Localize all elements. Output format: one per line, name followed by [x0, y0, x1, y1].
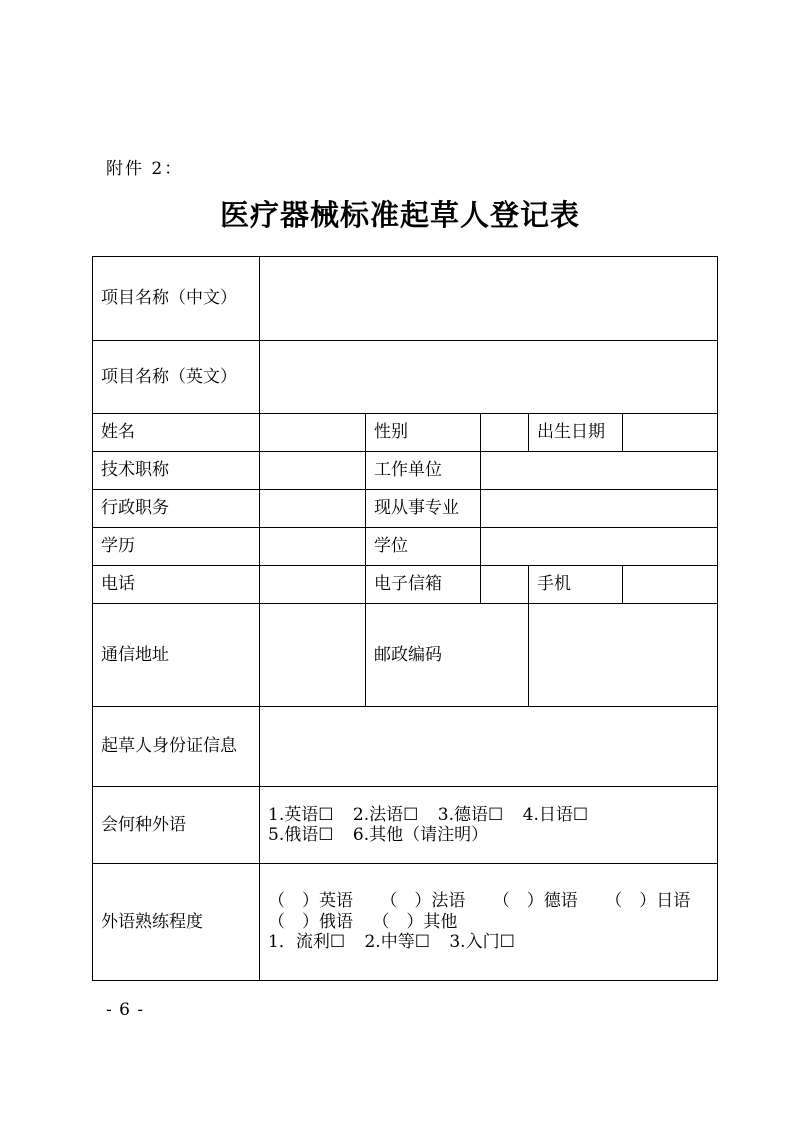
degree-input[interactable] [481, 528, 718, 566]
specialty-label: 现从事专业 [366, 490, 481, 528]
birth-date-input[interactable] [623, 414, 718, 452]
email-label: 电子信箱 [366, 566, 481, 604]
project-name-en-label: 项目名称（英文） [93, 341, 260, 414]
lang-option-russian[interactable]: 5.俄语☐ [268, 825, 334, 845]
row-title-workunit [93, 452, 718, 490]
languages-line-1 [268, 805, 717, 825]
gender-label: 性别 [366, 414, 481, 452]
page-number: - 6 - [106, 1000, 145, 1020]
address-input[interactable] [260, 604, 366, 707]
level-beginner[interactable]: 3.入门☐ [449, 932, 515, 953]
prof-french[interactable]: （ ）法语 [380, 891, 466, 912]
registration-form-table [92, 256, 718, 981]
name-input[interactable] [260, 414, 366, 452]
title-input[interactable] [260, 452, 366, 490]
phone-label: 电话 [93, 566, 260, 604]
name-label: 姓名 [93, 414, 260, 452]
row-languages [93, 787, 718, 864]
row-education-degree [93, 528, 718, 566]
row-project-name-en [93, 341, 718, 414]
row-name-gender-birth [93, 414, 718, 452]
prof-german[interactable]: （ ）德语 [492, 891, 578, 912]
row-id-info [93, 707, 718, 787]
work-unit-label: 工作单位 [366, 452, 481, 490]
admin-position-input[interactable] [260, 490, 366, 528]
row-project-name-cn [93, 257, 718, 341]
prof-english[interactable]: （ ）英语 [268, 891, 353, 912]
phone-input[interactable] [260, 566, 366, 604]
mobile-input[interactable] [623, 566, 718, 604]
postcode-label: 邮政编码 [366, 604, 529, 707]
email-input[interactable] [481, 566, 529, 604]
level-medium[interactable]: 2.中等☐ [364, 932, 430, 953]
education-input[interactable] [260, 528, 366, 566]
education-label: 学历 [93, 528, 260, 566]
proficiency-line-1 [268, 891, 717, 911]
gender-input[interactable] [481, 414, 529, 452]
title-label: 技术职称 [93, 452, 260, 490]
annex-label: 附件 2： [106, 159, 184, 179]
lang-option-english[interactable]: 1.英语☐ [268, 804, 334, 825]
proficiency-line-2 [268, 912, 717, 932]
proficiency-label: 外语熟练程度 [93, 864, 260, 981]
degree-label: 学位 [366, 528, 481, 566]
languages-label: 会何种外语 [93, 787, 260, 864]
lang-option-japanese[interactable]: 4.日语☐ [522, 804, 589, 825]
level-fluent[interactable]: 1．流利☐ [268, 932, 346, 953]
birth-date-label: 出生日期 [529, 414, 623, 452]
project-name-en-input[interactable] [260, 341, 718, 414]
id-info-label: 起草人身份证信息 [93, 707, 260, 787]
lang-option-german[interactable]: 3.德语☐ [437, 804, 504, 825]
proficiency-options [260, 864, 718, 981]
prof-japanese[interactable]: （ ）日语 [605, 891, 691, 912]
row-phone-email-mobile [93, 566, 718, 604]
project-name-cn-input[interactable] [260, 257, 718, 341]
id-info-input[interactable] [260, 707, 718, 787]
mobile-label: 手机 [529, 566, 623, 604]
prof-russian[interactable]: （ ）俄语 [268, 911, 353, 932]
row-proficiency [93, 864, 718, 981]
proficiency-line-3 [268, 932, 717, 952]
specialty-input[interactable] [481, 490, 718, 528]
postcode-input[interactable] [529, 604, 718, 707]
row-admin-specialty [93, 490, 718, 528]
admin-position-label: 行政职务 [93, 490, 260, 528]
project-name-cn-label: 项目名称（中文） [93, 257, 260, 341]
prof-other[interactable]: （ ）其他 [372, 911, 458, 932]
work-unit-input[interactable] [481, 452, 718, 490]
languages-line-2 [268, 825, 717, 845]
languages-options [260, 787, 718, 864]
lang-option-french[interactable]: 2.法语☐ [352, 804, 419, 825]
address-label: 通信地址 [93, 604, 260, 707]
row-address-postcode [93, 604, 718, 707]
lang-option-other[interactable]: 6.其他（请注明） [352, 825, 489, 845]
page-title: 医疗器械标准起草人登记表 [219, 198, 580, 232]
